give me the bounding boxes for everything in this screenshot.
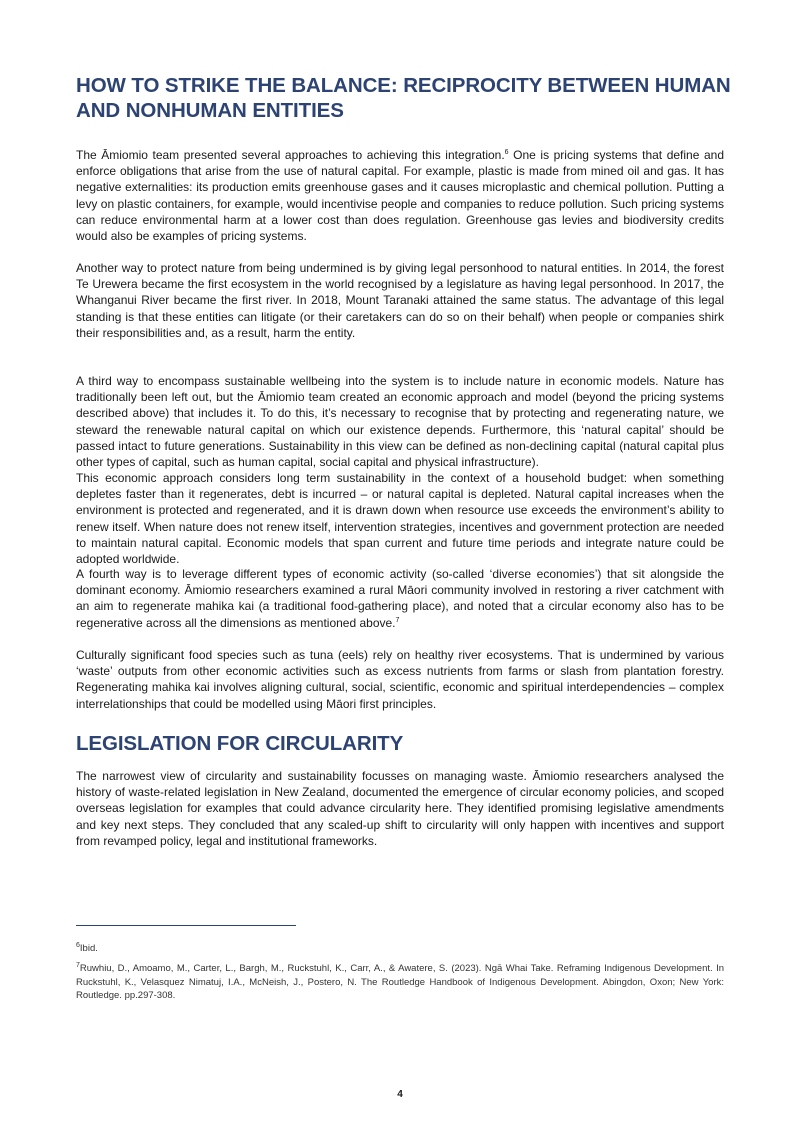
footnote-ref-6[interactable]: 6 bbox=[504, 149, 509, 156]
paragraph-economic-models: A third way to encompass sustainable wellbeing into the system is to include nature in economic models. Nature has traditionally been left out, but the Āmiomio team created an economic approach and model (beyond the pricing systems described above) that includes it. To do this, it’s necessary to recognise that by protecting and regenerating nature, we steward the renewable natural capital on which our existence depends. Furthermore, this ‘natural capital’ should be passed intact to future generations. Sustainability in this view can be defined as non-declining capital (natural capital plus other types of capital, such as human capital, social capital and physical infrastructure). bbox=[76, 374, 724, 470]
section-heading-legislation: LEGISLATION FOR CIRCULARITY bbox=[76, 732, 404, 755]
footnote-6 bbox=[76, 939, 724, 956]
paragraph-legislation: The narrowest view of circularity and sustainability focusses on managing waste. Āmiomio researchers analysed the history of waste-related legislation in New Zealand, documented the emergence of circular economy policies, and scoped overseas legislation for examples that could advance circularity here. They identified promising legislative amendments and key next steps. They concluded that any scaled-up shift to circularity will only happen with incentives and support from revamped policy, legal and institutional frameworks. bbox=[76, 769, 724, 848]
paragraph-household-budget: This economic approach considers long term sustainability in the context of a household budget: when something depletes faster than it regenerates, debt is incurred – or natural capital is depleted. Natural capital increases when the environment is protected and regenerated, and it is drawn down when resource use exceeds the environment’s ability to renew itself. When nature does not renew itself, intervention strategies, incentives and government protection are needed to maintain natural capital. Economic models that span current and future time periods and integrate nature could be adopted worldwide. bbox=[76, 471, 724, 567]
footnote-ref-7[interactable]: 7 bbox=[395, 616, 400, 624]
footnote-mark: 7 bbox=[76, 962, 80, 969]
page-number: 4 bbox=[397, 1089, 403, 1100]
footnote-mark: 6 bbox=[76, 942, 80, 949]
paragraph-legal-personhood: Another way to protect nature from being undermined is by giving legal personhood to natural entities. In 2014, the forest Te Urewera became the first ecosystem in the world recognised by a legislature as having legal personhood. In 2017, the Whanganui River became the first river. In 2018, Mount Taranaki attained the same status. The advantage of this legal standing is that these entities can litigate (or their caretakers can do so on their behalf) when people or companies shirk their responsibilities and, as a result, harm the entity. bbox=[76, 261, 724, 340]
paragraph-pricing-systems bbox=[76, 147, 724, 244]
paragraph-text-continued: One is pricing systems that define and enforce obligations that arise from the use of natural capital. For example, plastic is made from mined oil and gas. It has negative externalities: its production emits greenhouse gases and it causes microplastic and chemical pollution. Putting a levy on plastic containers, for example, would incentivise people and companies to reduce pollution. Such pricing systems can reduce environmental harm at a lower cost than does regulation. Greenhouse gas levies and biodiversity credits would also be examples of pricing systems. bbox=[76, 148, 724, 244]
footnote-divider bbox=[76, 925, 296, 926]
footnote-text: Ruwhiu, D., Amoamo, M., Carter, L., Bargh, M., Ruckstuhl, K., Carr, A., & Awatere, S. (2023). Ngā Whai Take. Reframing Indigenous Development. In Ruckstuhl, K., Velasquez Nimatuj, I.A., McNeish, J., Postero, N. The Routledge Handbook of Indigenous Development. Abingdon, Oxon; New York: Routledge. pp.297-308. bbox=[76, 963, 724, 1002]
section-heading-reciprocity: HOW TO STRIKE THE BALANCE: RECIPROCITY BETWEEN HUMAN AND NONHUMAN ENTITIES bbox=[76, 74, 731, 122]
paragraph-mahika-kai: Culturally significant food species such as tuna (eels) rely on healthy river ecosystems. That is undermined by various ‘waste’ outputs from other economic activities such as excess nutrients from farms or slash from plantation forestry. Regenerating mahika kai involves aligning cultural, social, scientific, economic and spiritual interdependencies – complex interrelationships that could be modelled using Māori first principles. bbox=[76, 648, 724, 711]
paragraph-diverse-economies bbox=[76, 566, 724, 631]
footnote-text: Ibid. bbox=[79, 943, 98, 955]
paragraph-text: A fourth way is to leverage different types of economic activity (so-called ‘diverse economies’) that sit alongside the dominant economy. Āmiomio researchers examined a rural Māori community involved in restoring a river catchment with an aim to regenerate mahika kai (a traditional food-gathering place), and noted that a circular economy also has to be regenerative across all the dimensions as mentioned above. bbox=[76, 567, 724, 630]
paragraph-text: The Āmiomio team presented several approaches to achieving this integration. bbox=[76, 148, 505, 162]
footnote-7 bbox=[76, 959, 724, 1003]
